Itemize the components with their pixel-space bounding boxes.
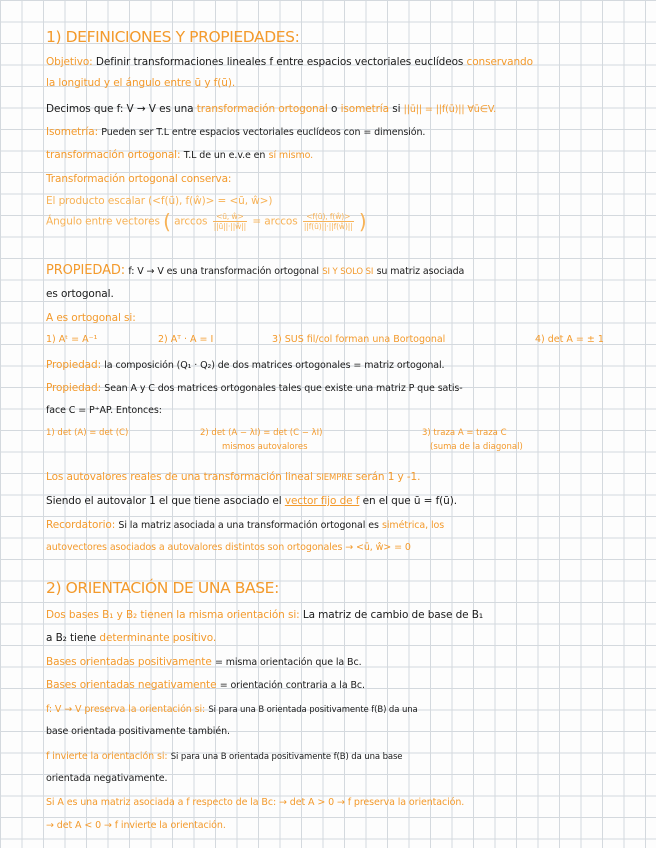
property-hl: SI Y SOLO SI (322, 267, 374, 277)
property-2-label: Propiedad: (46, 382, 102, 394)
definition-text-3: si (392, 103, 401, 115)
property-2-line (46, 381, 463, 396)
matrix-orientation-line (46, 796, 464, 810)
eigenvalues-text-1: Los autovalores reales de una transformación lineal (46, 471, 313, 483)
angle-label: Ángulo entre vectores (46, 215, 160, 228)
property-1-line (46, 358, 444, 373)
isometry-line (46, 125, 425, 140)
property-text-2: su matriz asociada (376, 266, 465, 277)
preserves-label: f: V → V preserva la orientación si: (46, 704, 206, 715)
negative-bases-label: Bases orientadas negativamente (46, 679, 217, 691)
reminder-text-1: Si la matriz asociada a una transformación ortogonal es (118, 520, 379, 531)
positive-bases-line (46, 655, 362, 670)
condition-4: 4) det A = ± 1 (535, 334, 604, 345)
eigenvalues-text-2: serán 1 y -1. (355, 471, 421, 483)
definition-hl-2: isometría (340, 103, 389, 115)
property-1-text: la composición (Q₁ · Q₂) de dos matrices ortogonales = matriz ortogonal. (104, 360, 445, 371)
angle-fraction-1 (213, 212, 247, 231)
fixed-vector-hl: vector fijo de f (284, 495, 360, 507)
objective-label: Objetivo: (46, 56, 93, 68)
preserves-text: Si para una B orientada positivamente f(B) da una (208, 705, 418, 715)
negative-bases-line (46, 678, 365, 693)
orthogonal-if-label: A es ortogonal si: (46, 312, 136, 324)
angle-denominator-2: ||f(ū)||·||f(ŵ)|| (303, 222, 353, 231)
definition-text-1: Decimos que f: V → V es una (46, 103, 194, 115)
result-3: 3) traza A = traza C (422, 428, 507, 438)
reminder-hl: simétrica, los (382, 520, 445, 531)
property-line (46, 264, 464, 279)
angle-numerator-1: <ū, ŵ> (213, 212, 247, 222)
isometry-label: Isometría: (46, 126, 99, 138)
arccos-1: arccos (174, 215, 208, 228)
fixed-vector-text-1: Siendo el autovalor 1 el que tiene asociado el (46, 495, 282, 507)
definition-hl-3: ||ū|| = ||f(ū)|| ∀ū∈V. (403, 104, 496, 115)
definition-line (46, 102, 496, 117)
objective-highlight-2: la longitud y el ángulo entre (46, 77, 192, 89)
angle-denominator-1: ||ū||·||ŵ|| (213, 222, 247, 231)
section-1-title: 1) DEFINICIONES Y PROPIEDADES: (46, 28, 300, 46)
result-2: 2) det (A − λI) = det (C − λI) (200, 428, 323, 438)
same-orientation-text: La matriz de cambio de base de B₁ (302, 609, 483, 621)
result-3-note: (suma de la diagonal) (430, 442, 523, 452)
positive-bases-text: = misma orientación que la Bc. (214, 657, 362, 668)
determinant-text: a B₂ tiene (46, 632, 97, 644)
reminder-label: Recordatorio: (46, 519, 116, 531)
angle-fraction-2 (303, 212, 354, 231)
objective-text: Definir transformaciones lineales f entre espacios vectoriales euclídeos (95, 56, 464, 68)
angle-numerator-2: <f(ū), f(ŵ)> (303, 212, 354, 222)
matrix-orientation-label: Si A es una matriz asociada a f respecto de la Bc: (46, 797, 277, 808)
orthogonal-text: T.L de un e.v.e en (183, 150, 266, 161)
property-label: PROPIEDAD: (46, 263, 126, 278)
same-orientation-hl: Dos bases B₁ y B₂ tienen la misma orientación si: (46, 609, 300, 621)
property-text-1: f: V → V es una transformación ortogonal (128, 266, 319, 277)
definition-hl-1: transformación ortogonal (196, 103, 328, 115)
objective-highlight: conservando (466, 56, 533, 68)
inverts-conclusion: → det A < 0 → f invierte la orientación. (46, 820, 226, 831)
fixed-vector-line (46, 494, 457, 508)
inverts-text: Si para una B orientada positivamente f(B) da una base (170, 752, 403, 762)
orthogonal-label: transformación ortogonal: (46, 149, 181, 161)
property-2-text-2: face C = P⁺AP. Entonces: (46, 405, 162, 416)
property-text-3: es ortogonal. (46, 288, 114, 300)
scalar-product-line: El producto escalar (<f(ū), f(ŵ)> = <ū, ŵ>) (46, 195, 273, 207)
definition-text-2: o (331, 103, 338, 115)
eigenvalues-hl: SIEMPRE (316, 473, 353, 483)
result-2-note: mismos autovalores (222, 442, 308, 452)
positive-bases-label: Bases orientadas positivamente (46, 656, 212, 668)
orthogonal-line (46, 148, 313, 163)
matrix-orientation-text: → det A > 0 → f preserva la orientación. (279, 797, 465, 808)
preserves-text-2: base orientada positivamente también. (46, 726, 230, 737)
section-2-title: 2) ORIENTACIÓN DE UNA BASE: (46, 579, 279, 597)
conserves-label: Transformación ortogonal conserva: (46, 173, 232, 185)
property-1-label: Propiedad: (46, 359, 102, 371)
inverts-label: f invierte la orientación si: (46, 751, 168, 762)
property-2-text: Sean A y C dos matrices ortogonales tales que existe una matriz P que satis- (104, 383, 463, 394)
arccos-2: = arccos (252, 215, 298, 228)
condition-2: 2) Aᵀ · A = I (158, 334, 214, 345)
condition-3: 3) SUS fil/col forman una Bortogonal (272, 334, 446, 345)
objective-text-2: ū y f(ū). (194, 77, 236, 89)
result-1: 1) det (A) = det (C) (46, 428, 129, 438)
same-orientation-line (46, 608, 483, 622)
preserves-line (46, 702, 418, 717)
determinant-hl: determinante positivo. (99, 632, 217, 644)
fixed-vector-text-2: en el que ū = f(ū). (362, 495, 457, 507)
inverts-text-2: orientada negativamente. (46, 773, 168, 784)
objective-line-2 (46, 76, 235, 90)
inverts-line (46, 749, 402, 764)
angle-line: Ángulo entre vectores ( arccos $\frac{<ū, ŵ>}{||ū||\cdot||ŵ||}$ = arccos $\frac{<f(ū), f(ŵ)>}{||f(ū)||\cdot||f(ŵ)||}$ ) (46, 209, 367, 234)
isometry-text: Pueden ser T.L entre espacios vectoriales euclídeos con = dimensión. (101, 127, 426, 138)
orthogonal-hl: sí mismo. (268, 150, 314, 161)
eigenvalues-line (46, 470, 420, 485)
objective-line (46, 55, 533, 69)
condition-1: 1) Aᵗ = A⁻¹ (46, 334, 98, 345)
determinant-line (46, 631, 216, 645)
negative-bases-text: = orientación contraria a la Bc. (219, 680, 365, 691)
reminder-line (46, 518, 444, 533)
reminder-text-2: autovectores asociados a autovalores distintos son ortogonales → <ū, ŵ> = 0 (46, 542, 411, 553)
